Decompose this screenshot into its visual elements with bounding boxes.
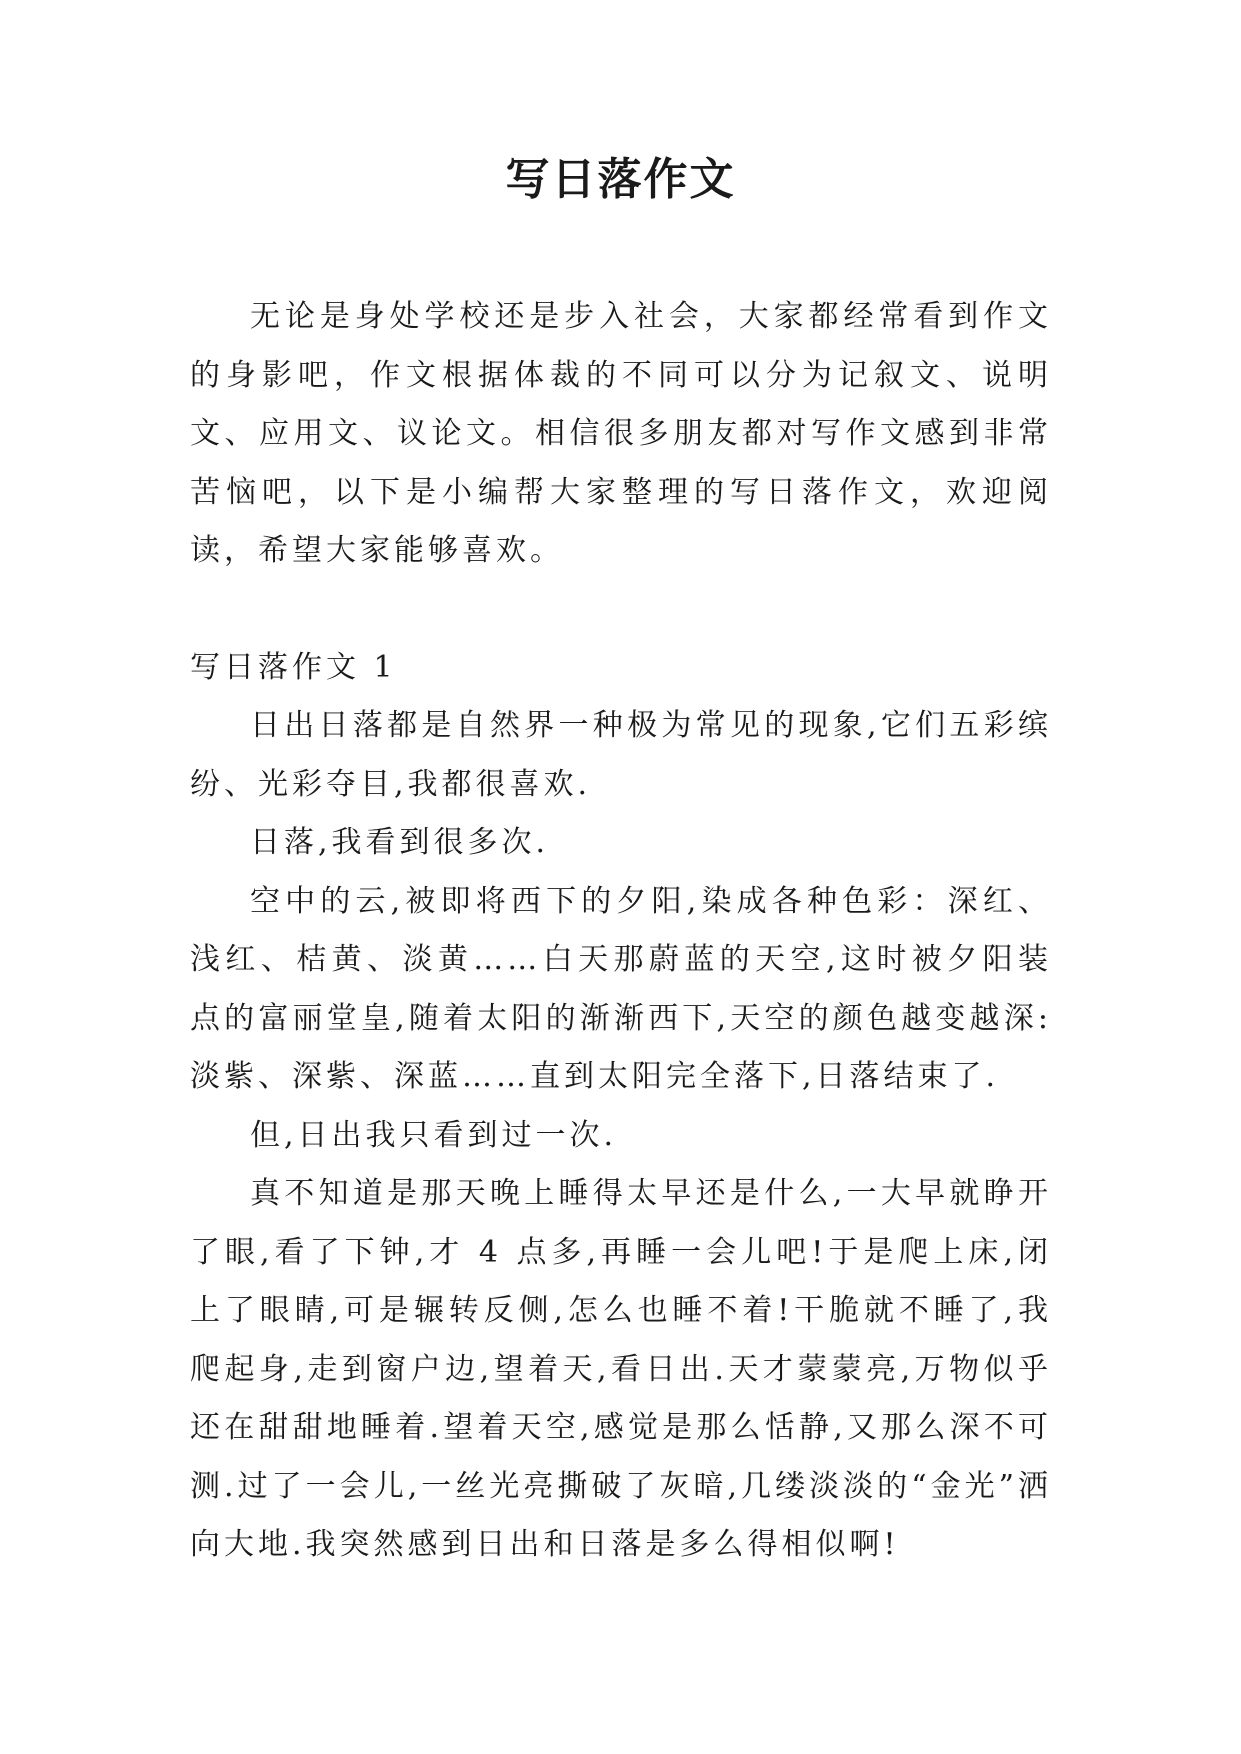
section-heading: 写日落作文 1 <box>190 649 397 685</box>
document-body <box>190 288 1052 1575</box>
body-paragraph: 但,日出我只看到过一次. <box>250 1117 618 1153</box>
body-paragraph: 真不知道是那天晚上睡得太早还是什么,一大早就睁开了眼,看了下钟,才 4 点多,再睡一会儿吧!于是爬上床,闭上了眼睛,可是辗转反侧,怎么也睡不着!干脆就不睡了,我爬起身,走到窗户边,望着天,看日出.天才蒙蒙亮,万物似乎还在甜甜地睡着.望着天空,感觉是那么恬静,又那么深不可测.过了一会儿,一丝光亮撕破了灰暗,几缕淡淡的“金光”洒向大地.我突然感到日出和日落是多么得相似啊! <box>190 1176 1052 1562</box>
body-paragraph: 日出日落都是自然界一种极为常见的现象,它们五彩缤纷、光彩夺目,我都很喜欢. <box>190 708 1052 802</box>
body-paragraph: 空中的云,被即将西下的夕阳,染成各种色彩：深红、浅红、桔黄、淡黄……白天那蔚蓝的天空,这时被夕阳装点的富丽堂皇,随着太阳的渐渐西下,天空的颜色越变越深: 淡紫、深紫、深蓝……直到太阳完全落下,日落结束了. <box>190 883 1052 1094</box>
body-paragraph: 日落,我看到很多次. <box>250 825 550 860</box>
document-title: 写日落作文 <box>505 154 736 205</box>
intro-paragraph: 无论是身处学校还是步入社会，大家都经常看到作文的身影吧，作文根据体裁的不同可以分为记叙文、说明文、应用文、议论文。相信很多朋友都对写作文感到非常苦恼吧，以下是小编帮大家整理的写日落作文，欢迎阅读，希望大家能够喜欢。 <box>190 299 1052 568</box>
